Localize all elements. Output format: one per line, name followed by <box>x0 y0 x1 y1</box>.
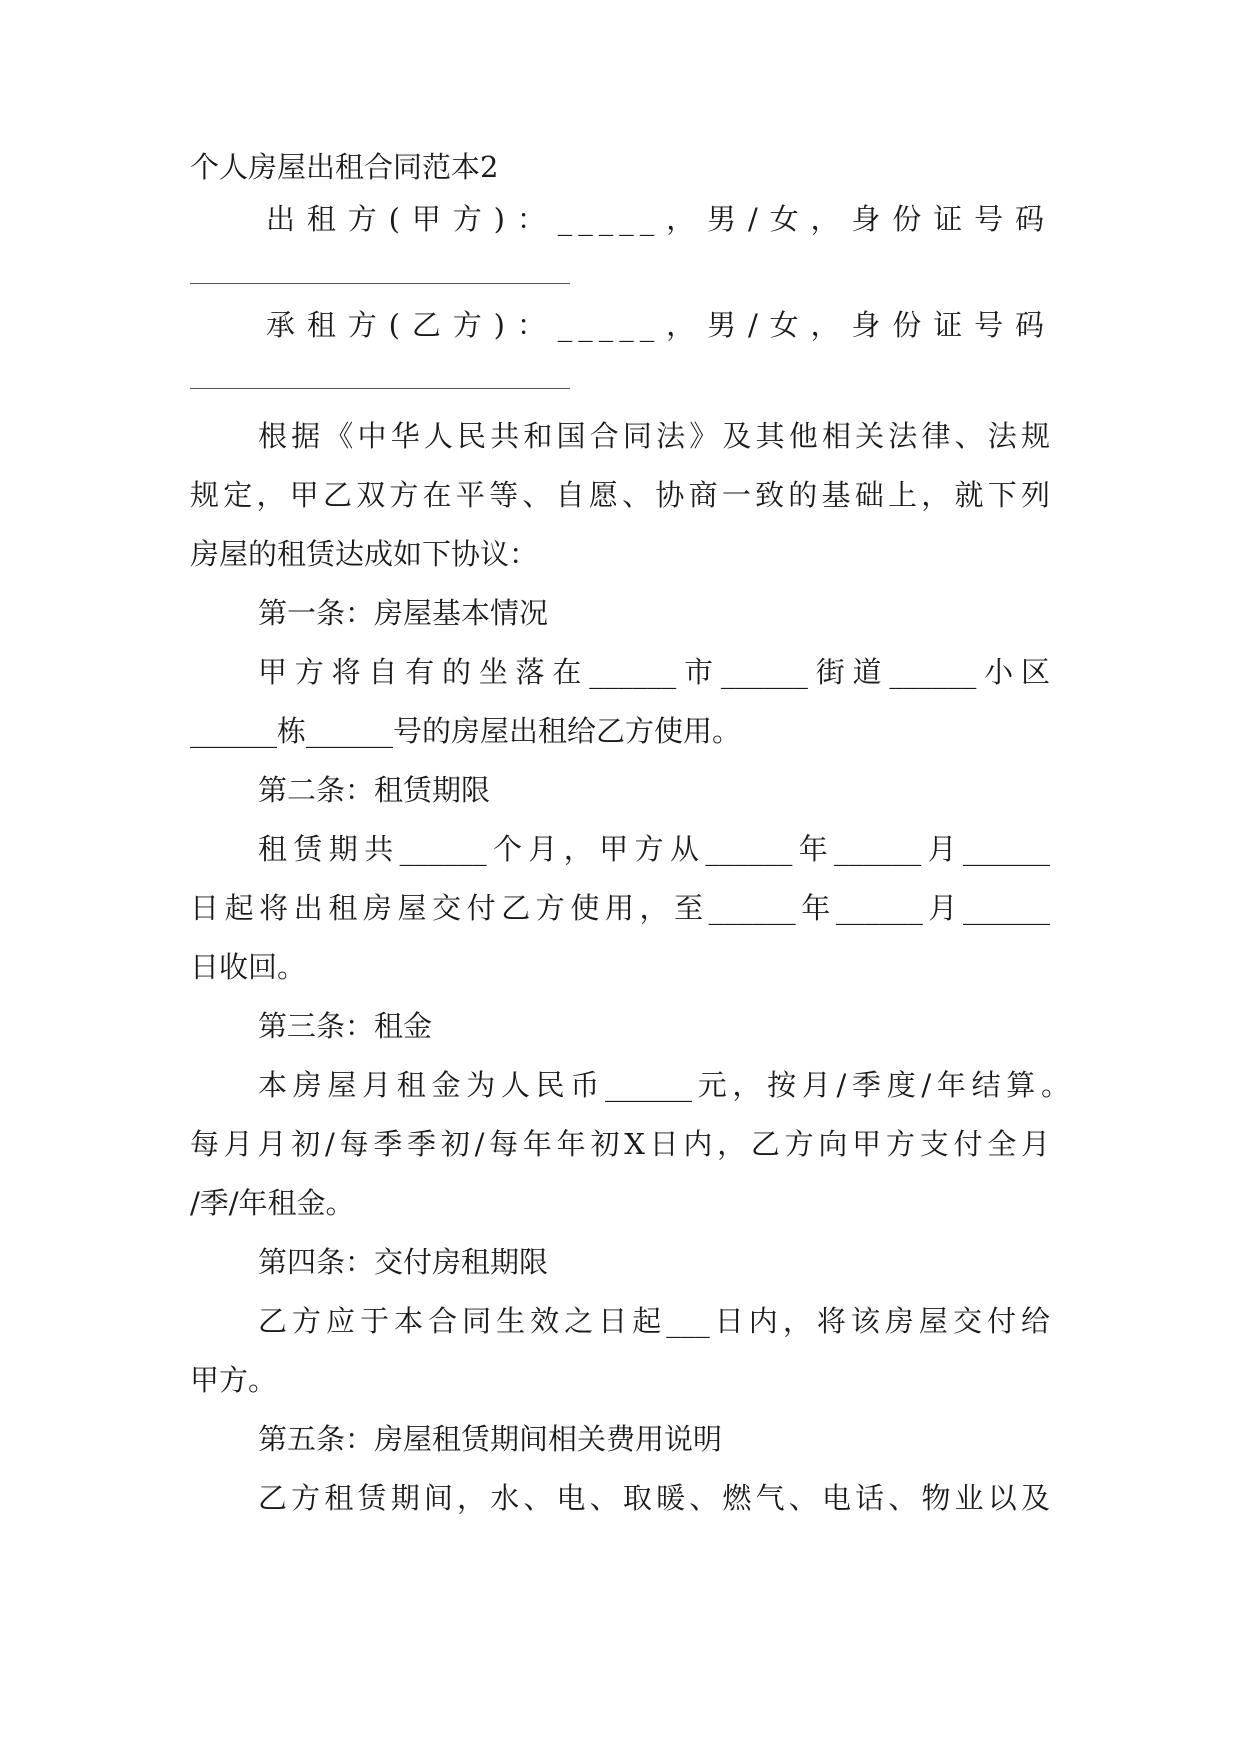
article-5-title: 第五条：房屋租赁期间相关费用说明 <box>258 1422 723 1456</box>
intro-line-1: 根据《中华人民共和国合同法》及其他相关法律、法规 <box>258 419 1050 453</box>
article-1-line-1: 甲方将自有的坐落在______市______街道______小区 <box>258 655 1050 689</box>
article-3-line-1: 本房屋月租金为人民币______元，按月/季度/年结算。 <box>258 1068 1070 1102</box>
article-3-line-2: 每月月初/每季季初/每年年初X日内，乙方向甲方支付全月 <box>190 1127 1050 1161</box>
article-1-line-2: ______栋______号的房屋出租给乙方使用。 <box>190 714 742 748</box>
article-2-line-2: 日起将出租房屋交付乙方使用，至______年______月______ <box>190 891 1050 925</box>
article-4-title: 第四条：交付房租期限 <box>258 1245 549 1279</box>
article-3-title: 第三条：租金 <box>258 1009 433 1043</box>
article-5-line-1: 乙方租赁期间，水、电、取暖、燃气、电话、物业以及 <box>258 1481 1050 1515</box>
party-b-id-underline <box>190 388 570 389</box>
intro-line-3: 房屋的租赁达成如下协议： <box>190 537 539 571</box>
article-4-line-2: 甲方。 <box>190 1363 278 1397</box>
party-a-line: 出租方(甲方)：_____，男/女，身份证号码 <box>266 202 1050 236</box>
intro-line-2: 规定，甲乙双方在平等、自愿、协商一致的基础上，就下列 <box>190 478 1050 512</box>
article-2-line-1: 租赁期共______个月，甲方从______年______月______ <box>258 832 1050 866</box>
party-b-line: 承租方(乙方)：_____，男/女，身份证号码 <box>266 308 1050 342</box>
article-3-line-3: /季/年租金。 <box>190 1186 355 1220</box>
article-2-line-3: 日收回。 <box>190 950 307 984</box>
article-2-title: 第二条：租赁期限 <box>258 773 491 807</box>
article-1-title: 第一条：房屋基本情况 <box>258 596 549 630</box>
document-title: 个人房屋出租合同范本2 <box>190 150 499 184</box>
party-a-id-underline <box>190 283 570 284</box>
article-4-line-1: 乙方应于本合同生效之日起___日内，将该房屋交付给 <box>258 1304 1050 1338</box>
